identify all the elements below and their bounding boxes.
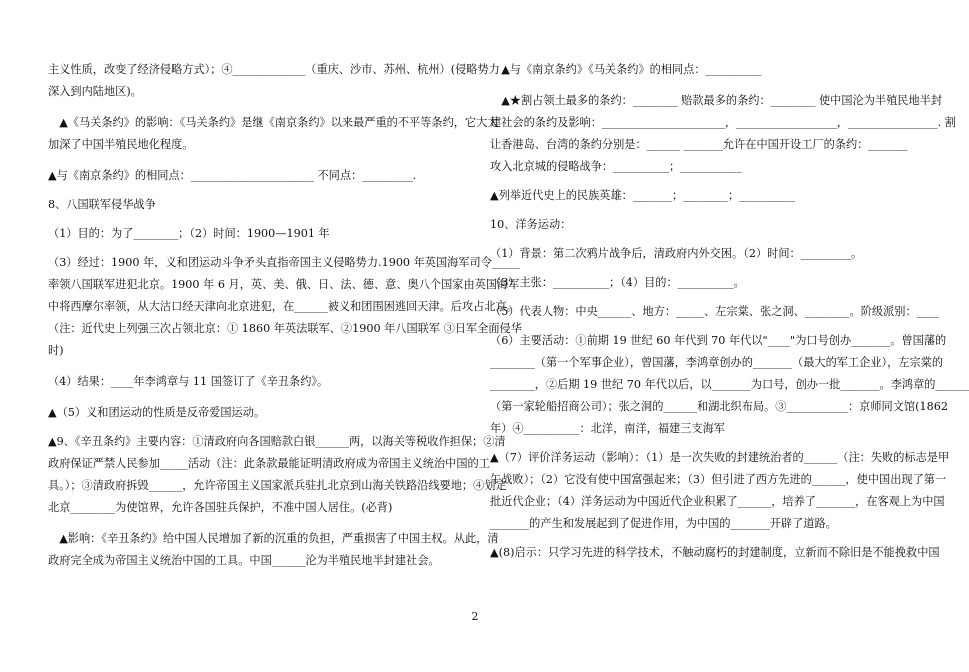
text-line: _______的产生和发展起到了促进作用，为中国的_______开辟了道路。	[490, 517, 837, 530]
text-line: ▲(8)启示：只学习先进的科学技术，不触动腐朽的封建制度，立新而不除旧是不能挽救中国	[490, 546, 940, 559]
text-line: （注：近代史上列强三次占领北京：① 1860 年英法联军、②1900 年八国联军 ③日军全面侵华	[48, 322, 522, 335]
page-number: 2	[471, 610, 479, 623]
text-line: （5）代表人物：中央______、地方：_____、左宗棠、张之洞、________。阶级派别：____	[490, 305, 940, 318]
text-line: 攻入北京城的侵略战争：__________；___________	[490, 160, 742, 173]
text-line: 8、八国联军侵华战争	[48, 198, 156, 211]
text-line: （1）背景：第二次鸦片战争后，清政府内外交困。（2）时间：_________。	[490, 247, 863, 260]
text-line: （4）结果：____年李鸿章与 11 国签订了《辛丑条约》。	[48, 375, 329, 388]
text-line: 年）④__________：北洋，南洋，福建三支海军	[490, 422, 725, 435]
text-line: ▲9、《辛丑条约》主要内容：①清政府向各国赔款白银______两，以海关等税收作担保；②清	[48, 435, 506, 448]
text-line: 午战败）；（2）它没有使中国富强起来；（3）但引进了西方先进的______，使中国出现了第一	[490, 473, 947, 486]
text-line: ▲《马关条约》的影响：《马关条约》是继《南京条约》以来最严重的不平等条约，它大大	[48, 116, 499, 129]
text-line: ▲与《南京条约》《马关条约》的相同点：__________	[490, 63, 762, 76]
text-line: （3）主张：__________；（4）目的：__________。	[490, 276, 745, 289]
text-line: ________，②后期 19 世纪 70 年代以后，以_______为口号，创办一批_______。李鸿章的______	[490, 378, 969, 391]
text-line: 北京________为使馆界，允许各国驻兵保护，不准中国人居住。(必背)	[48, 501, 393, 514]
text-line: ▲列举近代史上的民族英雄：_______；________；__________	[490, 189, 796, 202]
text-line: 时)	[48, 344, 64, 357]
text-line: 加深了中国半殖民地化程度。	[48, 138, 194, 151]
text-line: ________（第一个军事企业），曾国藩，李鸿章创办的_______（最大的军工企业），左宗棠的	[490, 356, 944, 369]
left-column	[48, 62, 522, 568]
text-line: 让香港岛、台湾的条约分别是：______ _______允许在中国开设工厂的条约：_______	[490, 138, 908, 151]
text-line: （3）经过：1900 年，义和团运动斗争矛头直指帝国主义侵略势力.1900 年英国海军司令_____	[48, 256, 520, 269]
text-line: 率领八国联军进犯北京。1900 年 6 月，英、美、俄、日、法、德、意、奥八个国家由英国海军	[48, 278, 520, 291]
text-line: ▲（5）义和团运动的性质是反帝爱国运动。	[48, 406, 266, 419]
text-line: 10、洋务运动：	[490, 218, 572, 231]
text-line: ▲★割占领土最多的条约：________ 赔款最多的条约：________ 使中国沦为半殖民地半封	[490, 94, 943, 107]
text-line: （6）主要活动：①前期 19 世纪 60 年代到 70 年代以"____"为口号创办_______。曾国藩的	[490, 334, 947, 347]
text-line: （1）目的：为了________；（2）时间：1900—1901 年	[48, 227, 330, 240]
right-column	[490, 62, 969, 560]
text-line: ▲（7）评价洋务运动（影响）：（1）是一次失败的封建统治者的______（注：失败的标志是甲	[490, 451, 950, 464]
text-line: ▲与《南京条约》的相同点：______________________ 不同点：_________.	[48, 169, 417, 182]
text-line: （第一家轮船招商公司）；张之洞的______和湖北织布局。③___________：京师同文馆(1862	[490, 400, 948, 413]
text-line: 批近代企业；（4）洋务运动为中国近代企业积累了______，培养了_______，在客观上为中国	[490, 495, 945, 508]
text-line: 建社会的条约及影响：______________________，__________________，________________. 割	[490, 116, 956, 129]
text-line: 中将西摩尔率领，从大沽口经天津向北京进犯，在______被义和团围困逃回天津。后攻占北京。	[48, 300, 518, 313]
text-line: 具。）；③清政府拆毁______，允许帝国主义国家派兵驻扎北京到山海关铁路沿线要地；④划定	[48, 479, 507, 492]
text-line: 主义性质，改变了经济侵略方式）；④_____________（重庆、沙市、苏州、杭州）(侵略势力	[48, 63, 500, 76]
text-line: 政府保证严禁人民参加_____活动（注：此条款最能证明清政府成为帝国主义统治中国的工	[48, 457, 490, 470]
text-line: ▲影响：《辛丑条约》给中国人民增加了新的沉重的负担，严重损害了中国主权。从此，清	[48, 532, 499, 545]
text-line: 深入到内陆地区)。	[48, 85, 142, 98]
text-line: 政府完全成为帝国主义统治中国的工具。中国______沦为半殖民地半封建社会。	[48, 554, 440, 567]
